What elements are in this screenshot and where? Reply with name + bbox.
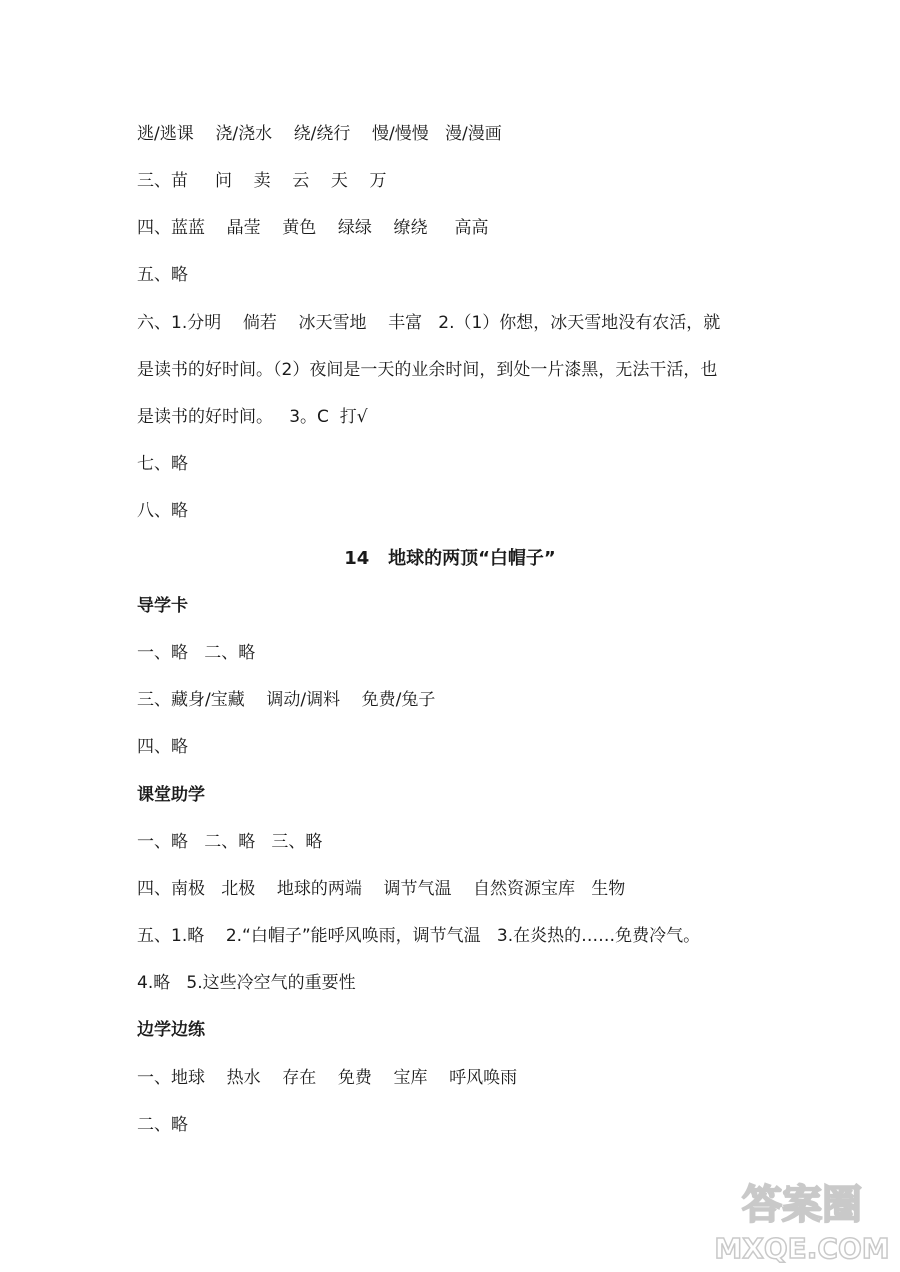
answer-line: 是读书的好时间。（2）夜间是一天的业余时间，到处一片漆黑，无法干活，也 <box>137 360 718 380</box>
answer-line: 是读书的好时间。 3。C 打√ <box>137 407 368 427</box>
answer-line: 四、南极 北极 地球的两端 调节气温 自然资源宝库 生物 <box>137 879 626 899</box>
answer-line: 六、1.分明 倘若 冰天雪地 丰富 2.（1）你想，冰天雪地没有农活，就 <box>137 313 721 333</box>
section-heading-bianxue: 边学边练 <box>137 1020 205 1040</box>
answer-line: 一、略 二、略 三、略 <box>137 832 323 852</box>
answer-line: 三、苗 问 卖 云 天 万 <box>137 171 387 191</box>
answer-line: 一、略 二、略 <box>137 643 256 663</box>
section-heading-ketang: 课堂助学 <box>137 785 205 805</box>
answer-line: 八、略 <box>137 501 188 521</box>
answer-line: 逃/逃课 浇/浇水 绕/绕行 慢/慢慢 漫/漫画 <box>137 124 502 144</box>
answer-line: 七、略 <box>137 454 188 474</box>
answer-line: 4.略 5.这些冷空气的重要性 <box>137 973 356 993</box>
answer-line: 四、蓝蓝 晶莹 黄色 绿绿 缭绕 高高 <box>137 218 489 238</box>
watermark-logo <box>712 1166 892 1266</box>
section-heading-daoxue: 导学卡 <box>137 596 188 616</box>
answer-line: 五、1.略 2.“白帽子”能呼风唤雨，调节气温 3.在炎热的……免费冷气。 <box>137 926 701 946</box>
watermark-top-text: 答案圈 <box>742 1182 862 1228</box>
answer-line: 三、藏身/宝藏 调动/调料 免费/兔子 <box>137 690 436 710</box>
lesson-title: 14 地球的两顶“白帽子” <box>344 548 556 569</box>
answer-line: 五、略 <box>137 265 188 285</box>
watermark-bottom-text: MXQE.COM <box>714 1232 890 1265</box>
answer-line: 二、略 <box>137 1115 188 1135</box>
answer-line: 四、略 <box>137 737 188 757</box>
answer-line: 一、地球 热水 存在 免费 宝库 呼风唤雨 <box>137 1068 518 1088</box>
